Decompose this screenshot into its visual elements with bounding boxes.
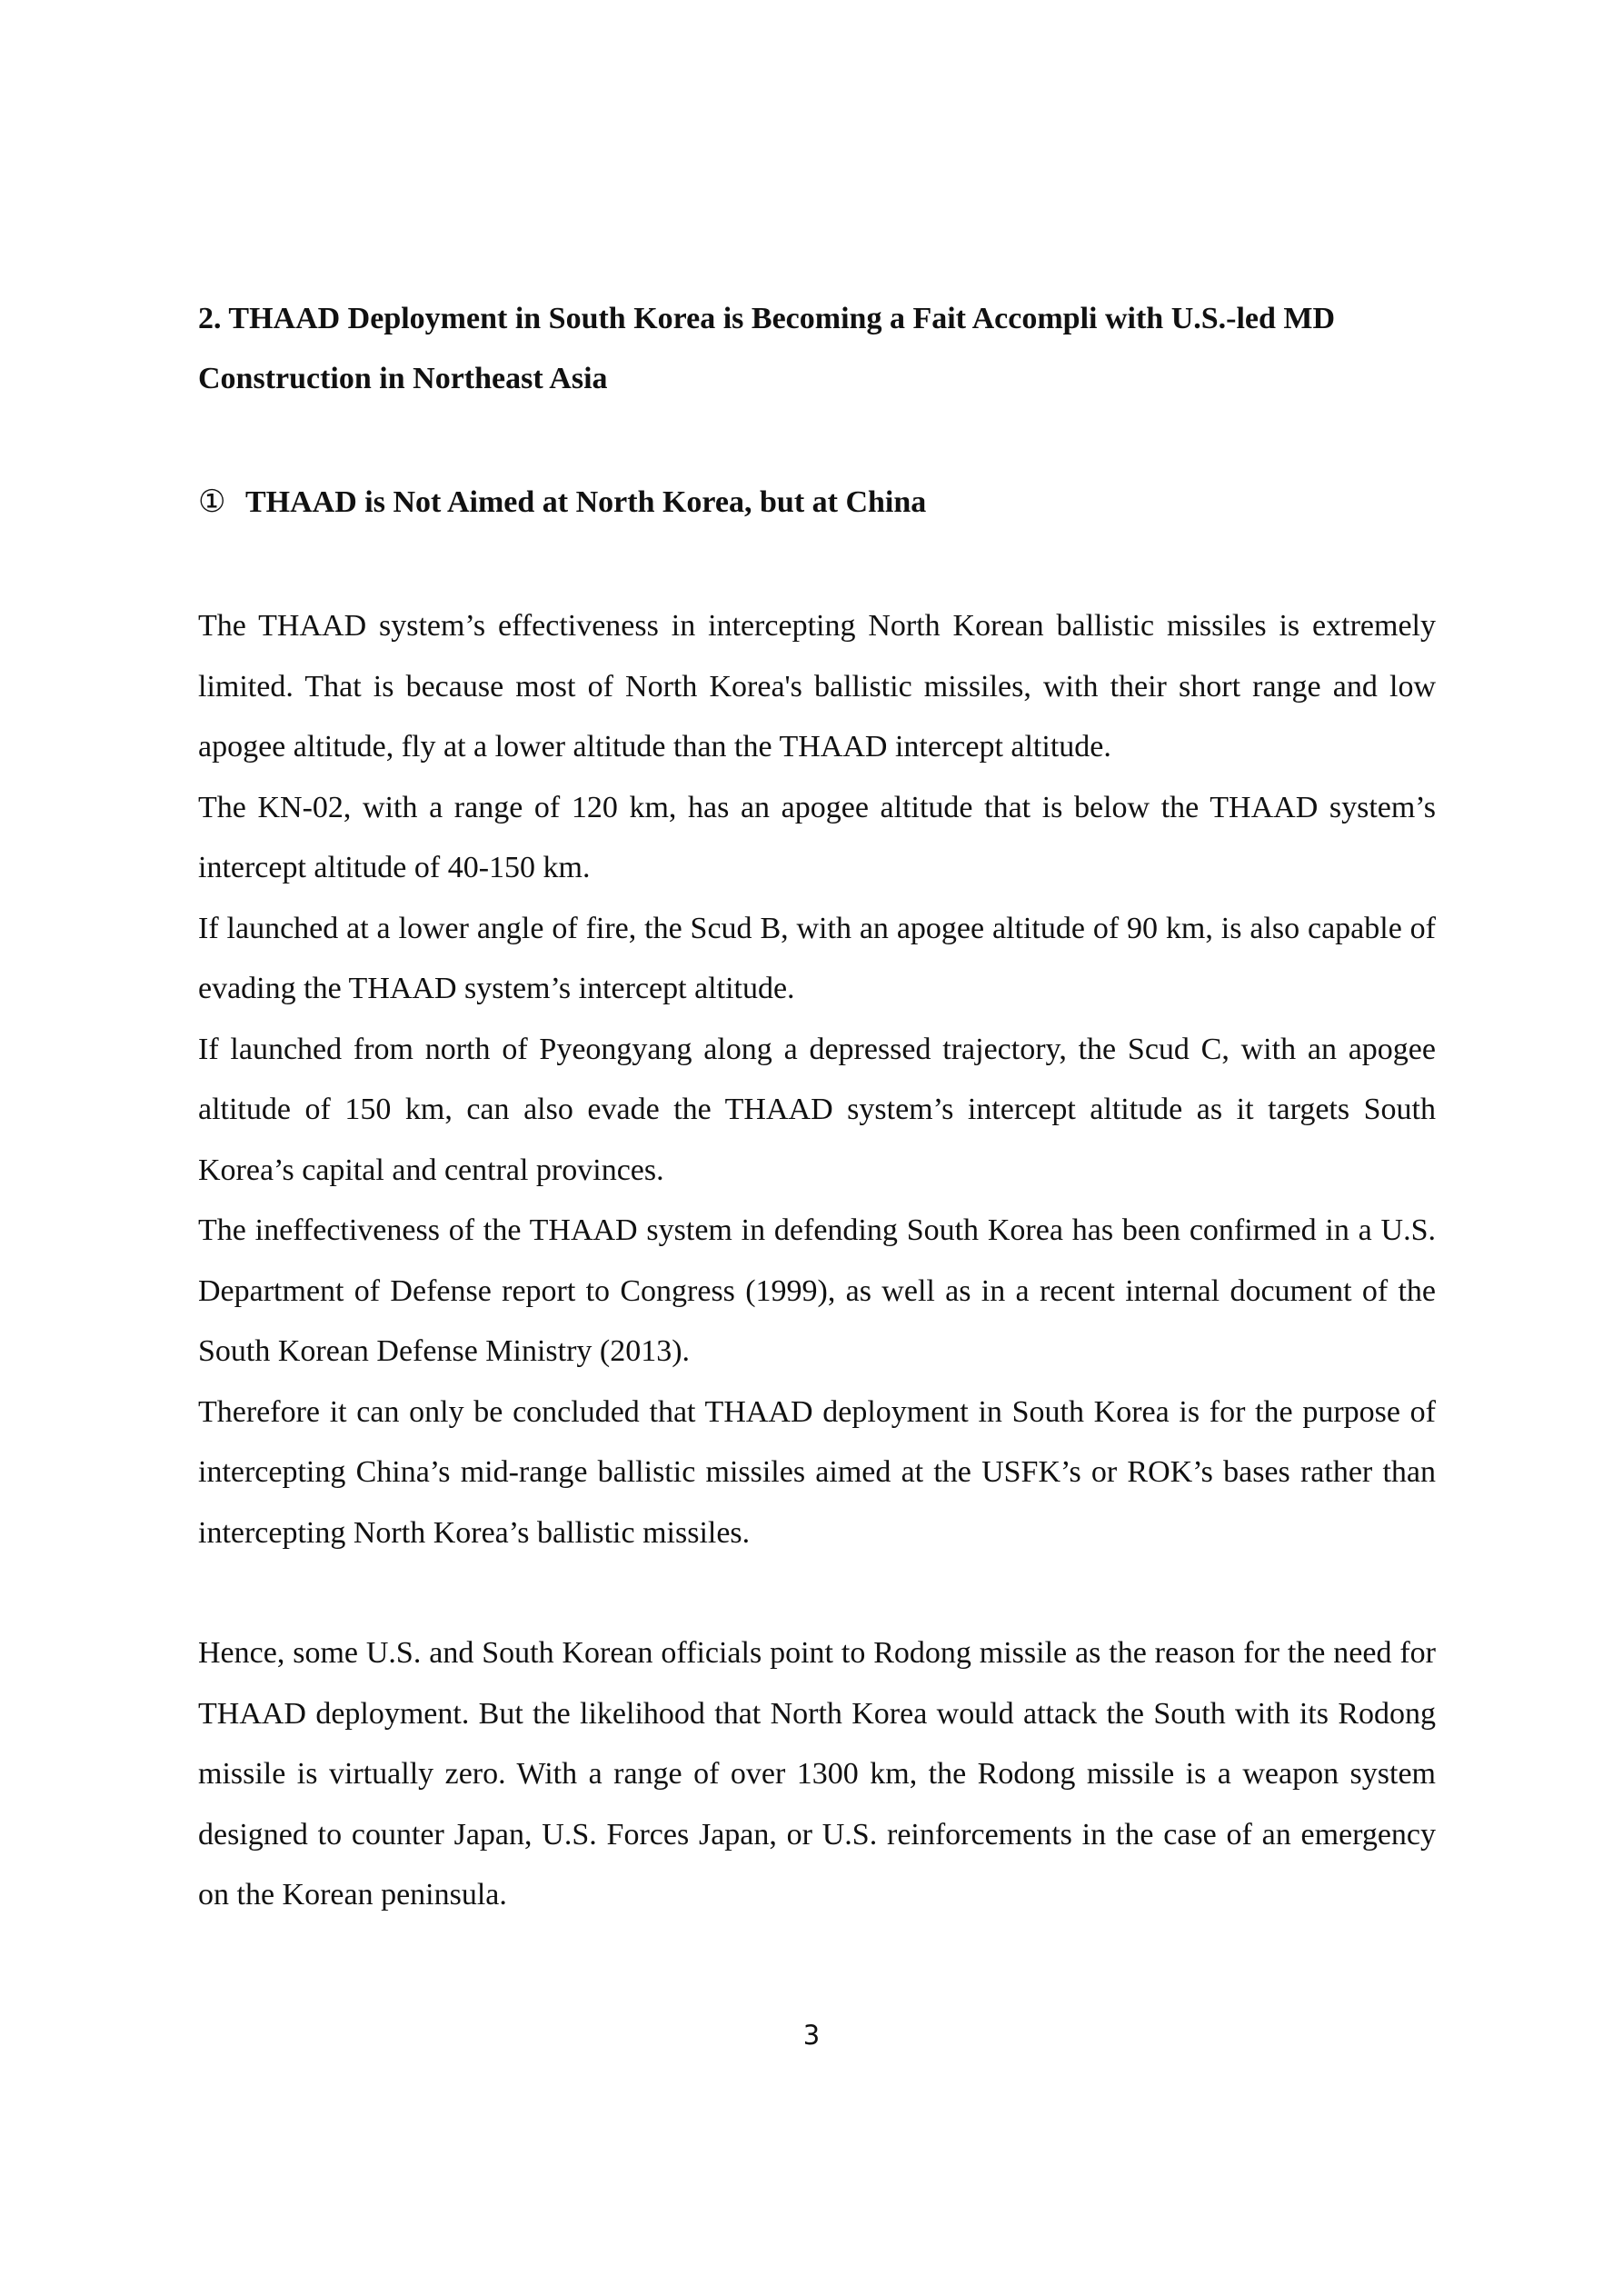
page-number: 3	[802, 2020, 821, 2051]
paragraph: Therefore it can only be concluded that THAAD deployment in South Korea is for the purpose of intercepting China’s mid-range ballistic missiles aimed at the USFK’s or ROK’s bases rather than intercepting North Korea’s ballistic missiles.	[198, 1394, 1436, 1550]
paragraph: The THAAD system’s effectiveness in intercepting North Korean ballistic missiles is extremely limited. That is because most of North Korea's ballistic missiles, with their short range and low apogee altitude, fly at a lower altitude than the THAAD intercept altitude.	[198, 609, 1436, 764]
paragraph-group-1	[198, 596, 1436, 1563]
paragraph: If launched from north of Pyeongyang along a depressed trajectory, the Scud C, with an apogee altitude of 150 km, can also evade the THAAD system’s intercept altitude as it targets South Korea’s capital and central provinces.	[198, 1032, 1436, 1187]
paragraph: If launched at a lower angle of fire, the Scud B, with an apogee altitude of 90 km, is also capable of evading the THAAD system’s intercept altitude.	[198, 911, 1436, 1005]
subsection-heading	[198, 473, 1436, 533]
paragraph: Hence, some U.S. and South Korean officials point to Rodong missile as the reason for the need for THAAD deployment. But the likelihood that North Korea would attack the South with its Rodong missile is virtually zero. With a range of over 1300 km, the Rodong missile is a weapon system designed to counter Japan, U.S. Forces Japan, or U.S. reinforcements in the case of an emergency on the Korean peninsula.	[198, 1636, 1436, 1912]
section-heading: 2. THAAD Deployment in South Korea is Becoming a Fait Accompli with U.S.-led MD Construction in Northeast Asia	[198, 302, 1336, 395]
subsection-title: THAAD is Not Aimed at North Korea, but at China	[245, 485, 927, 519]
paragraph: The ineffectiveness of the THAAD system in defending South Korea has been confirmed in a U.S. Department of Defense report to Congress (1999), as well as in a recent internal document of the South Korean Defense Ministry (2013).	[198, 1213, 1436, 1368]
paragraph-group-2	[198, 1623, 1436, 1926]
paragraph: The KN-02, with a range of 120 km, has an apogee altitude that is below the THAAD system’s intercept altitude of 40-150 km.	[198, 790, 1436, 884]
page-content	[198, 289, 1436, 1926]
subsection-number: ①	[198, 485, 226, 519]
